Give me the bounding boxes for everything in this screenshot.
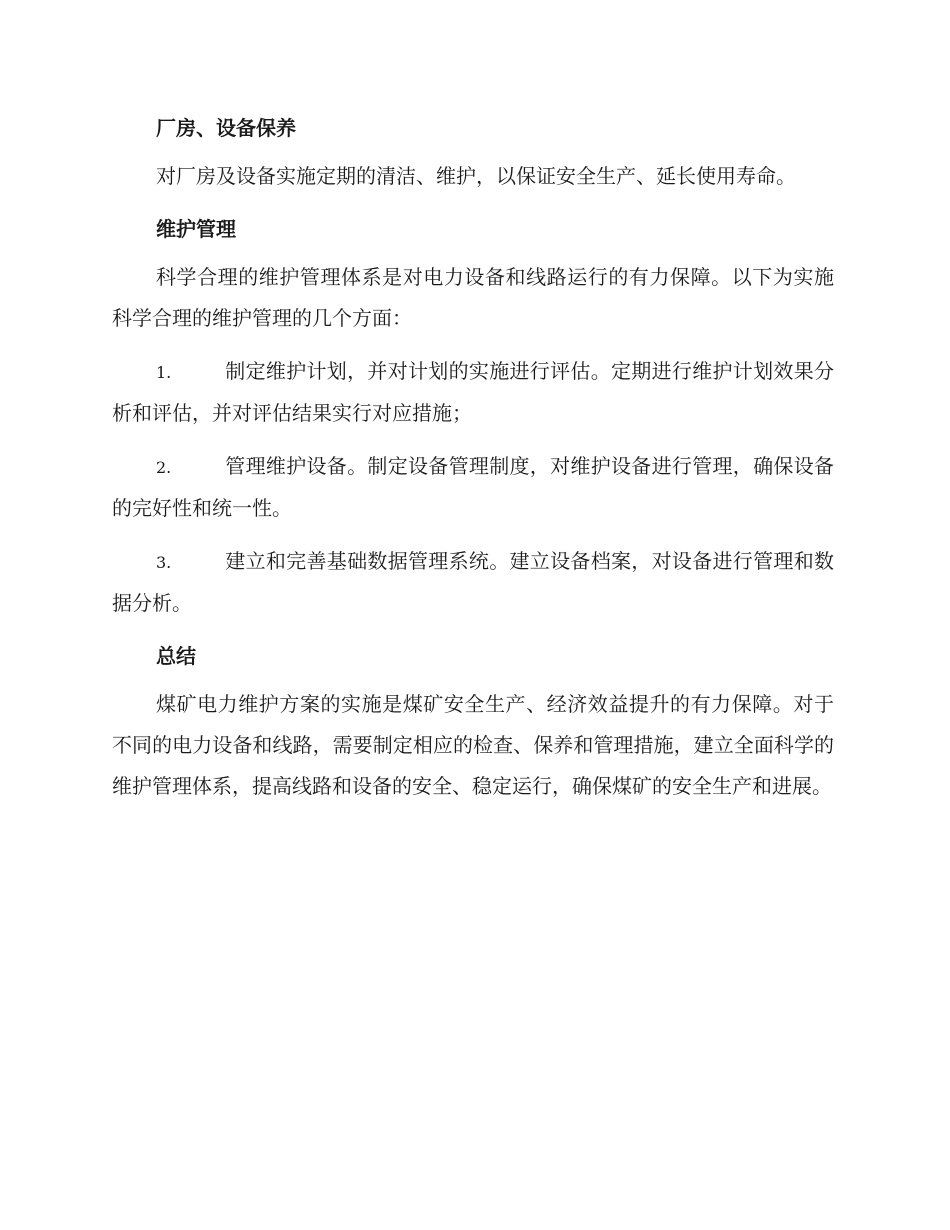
list-item-text: 管理维护设备。制定设备管理制度，对维护设备进行管理，确保设备的完好性和统一性。	[112, 454, 834, 520]
section-heading-management: 维护管理	[156, 217, 236, 241]
list-item	[112, 446, 834, 529]
list-item-text: 制定维护计划，并对计划的实施进行评估。定期进行维护计划效果分析和评估，并对评估结果实行对应措施；	[112, 359, 834, 425]
section-paragraph-maintenance: 对厂房及设备实施定期的清洁、维护，以保证安全生产、延长使用寿命。	[156, 164, 796, 188]
list-item-number: 2.	[156, 458, 172, 477]
document-page	[112, 108, 834, 819]
section-heading-summary: 总结	[156, 644, 196, 668]
section-paragraph-summary: 煤矿电力维护方案的实施是煤矿安全生产、经济效益提升的有力保障。对于不同的电力设备和线路，需要制定相应的检查、保养和管理措施，建立全面科学的维护管理体系，提高线路和设备的安全、稳定运行，确保煤矿的安全生产和进展。	[112, 692, 834, 798]
list-item	[112, 541, 834, 624]
list-item-number: 3.	[156, 553, 172, 572]
list-item	[112, 351, 834, 434]
list-item-number: 1.	[156, 363, 172, 382]
section-heading-maintenance: 厂房、设备保养	[156, 116, 296, 140]
section-paragraph-management: 科学合理的维护管理体系是对电力设备和线路运行的有力保障。以下为实施科学合理的维护管理的几个方面：	[112, 265, 834, 330]
list-item-text: 建立和完善基础数据管理系统。建立设备档案，对设备进行管理和数据分析。	[112, 549, 834, 615]
